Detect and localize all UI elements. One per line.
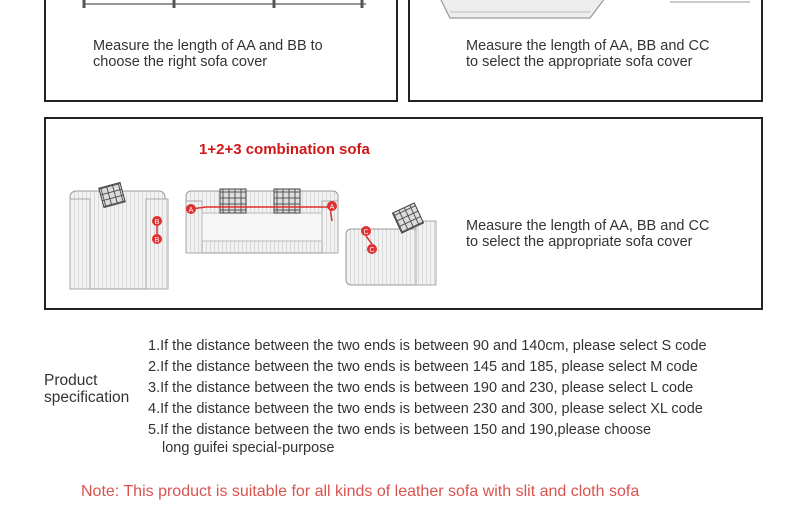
measure-caption: Measure the length of AA and BB to choose the right sofa cover (93, 38, 323, 70)
measure-panel-corner-sofa (408, 0, 763, 102)
small-sofa (346, 203, 436, 285)
marker-c2 (367, 244, 377, 254)
spec-list (148, 336, 707, 456)
spec-item: 1.If the distance between the two ends is between 90 and 140cm, please select S code (148, 338, 707, 354)
spec-item: 4.If the distance between the two ends is between 230 and 300, please select XL code (148, 401, 703, 417)
spec-item: 2.If the distance between the two ends is between 145 and 185, please select M code (148, 359, 698, 375)
marker-a1 (186, 204, 196, 214)
svg-text:A: A (329, 204, 335, 211)
three-seat-sofa (186, 189, 338, 253)
measure-panel-two-seat (44, 0, 398, 102)
svg-text:C: C (369, 247, 375, 254)
spec-item (148, 420, 707, 456)
measure-caption: Measure the length of AA, BB and CC to select the appropriate sofa cover (466, 218, 710, 250)
combination-sofa-illustration (46, 141, 446, 310)
combination-sofa-panel (44, 117, 763, 310)
marker-a2 (327, 201, 337, 211)
combination-title: 1+2+3 combination sofa (199, 141, 370, 158)
marker-c1 (361, 226, 371, 236)
marker-b2 (152, 234, 162, 244)
spec-item: 3.If the distance between the two ends is between 190 and 230, please select L code (148, 380, 694, 396)
svg-text:B: B (154, 237, 160, 244)
sofa-illustration-bottom (46, 0, 398, 38)
corner-sofa-illustration-bottom (410, 0, 763, 38)
product-note: Note: This product is suitable for all kinds of leather sofa with slit and cloth sofa (81, 483, 640, 500)
svg-text:B: B (154, 219, 160, 226)
svg-text:A: A (188, 207, 194, 214)
spec-label: Product specification (44, 372, 130, 406)
spec-item-text: 5.If the distance between the two ends is between 150 and 190,please choose (148, 422, 652, 438)
svg-text:C: C (363, 229, 369, 236)
spec-item-continuation: long guifei special-purpose (162, 440, 335, 456)
measure-caption: Measure the length of AA, BB and CC to select the appropriate sofa cover (466, 38, 710, 70)
marker-b1 (152, 216, 162, 226)
